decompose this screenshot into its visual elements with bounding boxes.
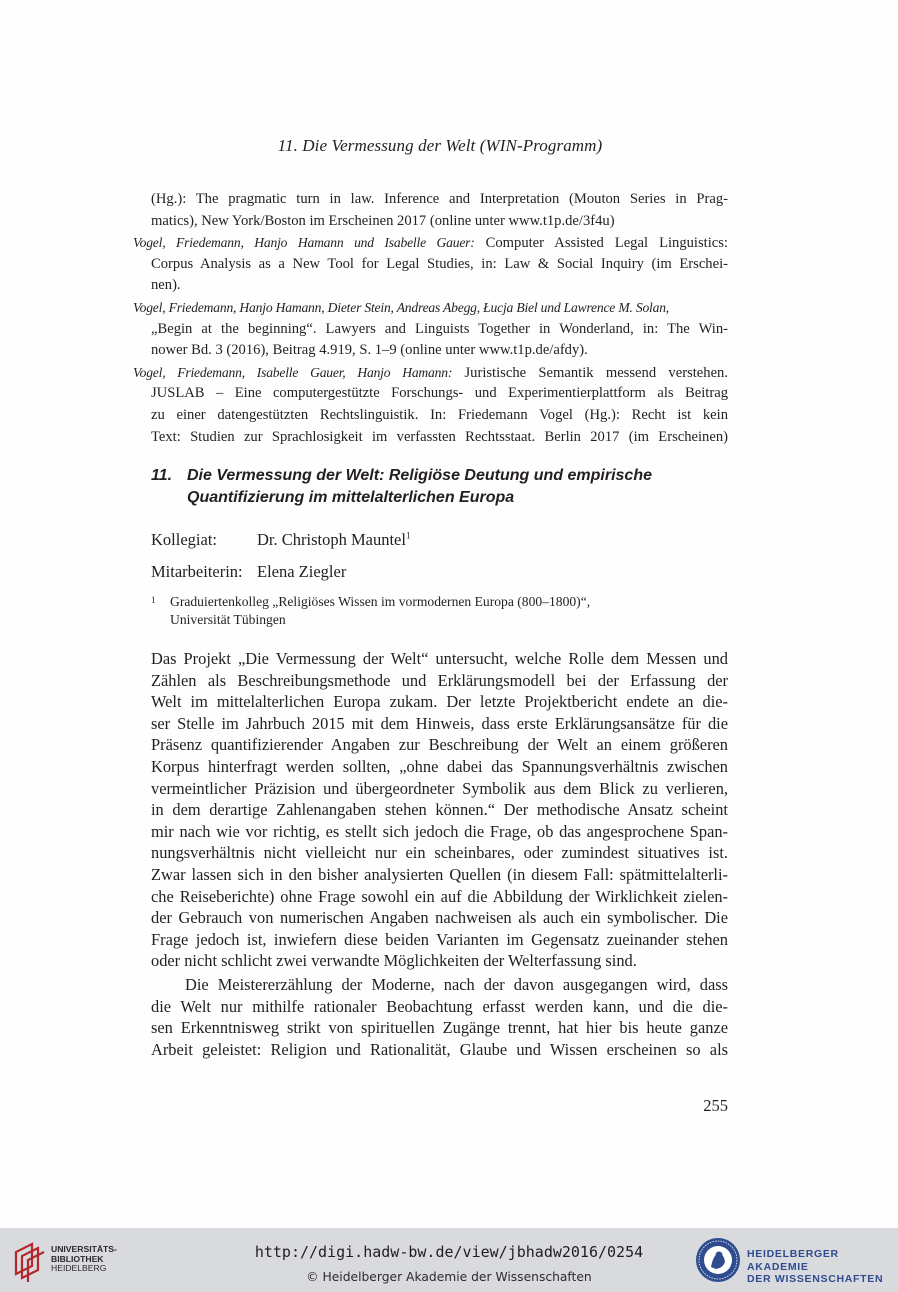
library-name-line: BIBLIOTHEK bbox=[51, 1253, 104, 1264]
reference-line: JUSLAB – Eine computergestützte Forschungs- und Experimentierplattform als Beitrag bbox=[151, 385, 728, 402]
reference-line: nower Bd. 3 (2016), Beitrag 4.919, S. 1–9 (online unter www.t1p.de/afdy). bbox=[151, 342, 588, 359]
body-line: vermeintlicher Präzision und übergeordneter Symbolik aus dem Blick zu verlieren, bbox=[151, 778, 728, 798]
academy-name[interactable] bbox=[747, 1248, 898, 1286]
permalink-url[interactable]: http://digi.hadw-bw.de/view/jbhadw2016/0254 bbox=[254, 1243, 644, 1261]
reference-text: Juristische Semantik messend verstehen. bbox=[452, 364, 728, 381]
reference-text: Computer Assisted Legal Linguistics: bbox=[474, 235, 728, 252]
body-line: Welt im mittelalterlichen Europa zukam. Der letzte Projektbericht endete an die- bbox=[151, 692, 728, 712]
library-name-line: UNIVERSITÄTS- bbox=[51, 1244, 117, 1254]
reference-authors: Vogel, Friedemann, Hanjo Hamann, Dieter Stein, Andreas Abegg, Łucja Biel und Lawrence M. Solan, bbox=[133, 299, 670, 315]
body-line: ser Stelle im Jahrbuch 2015 mit dem Hinweis, dass erste Erklärungsansätze für die bbox=[151, 713, 728, 733]
kollegiat-name: Dr. Christoph Mauntel bbox=[257, 530, 406, 549]
kollegiat-row bbox=[151, 530, 410, 550]
footnote-reference: 1 bbox=[405, 530, 411, 541]
section-title bbox=[187, 465, 727, 509]
reference-line bbox=[133, 233, 728, 255]
body-line: die Welt nur mithilfe rationaler Beobachtung erfasst werden kann, und die die- bbox=[151, 996, 728, 1016]
footnote-text bbox=[170, 593, 690, 629]
body-line: nungsverhältnis nicht vielleicht nur ein scheinbares, oder zumindest situatives ist. bbox=[151, 843, 728, 863]
reference-entry bbox=[133, 298, 728, 363]
body-line: Zählen als Beschreibungsmethode und Erklärungsmodell bei der Erfassung der bbox=[151, 670, 728, 690]
footer-bar bbox=[0, 1228, 898, 1292]
reference-entry bbox=[133, 233, 728, 298]
section-title-line: Die Vermessung der Welt: Religiöse Deutung und empirische bbox=[187, 467, 652, 484]
reference-line bbox=[133, 363, 728, 385]
academy-seal-icon[interactable] bbox=[694, 1236, 742, 1284]
footnote-line: Universität Tübingen bbox=[170, 612, 286, 627]
body-line: Die Meistererzählung der Moderne, nach der davon ausgegangen wird, dass bbox=[185, 974, 728, 994]
body-line: der Gebrauch von numerischen Angaben nachweisen als auch ein symbolischer. Die bbox=[151, 908, 728, 928]
paragraph bbox=[151, 974, 728, 1060]
body-line: mir nach wie vor richtig, es stellt sich jedoch die Frage, ob das angesprochene Span- bbox=[151, 821, 728, 841]
body-line: Das Projekt „Die Vermessung der Welt“ untersucht, welche Rolle dem Messen und bbox=[151, 649, 728, 668]
body-line: sen Erkenntnisweg strikt von spirituellen Zugänge trennt, hat hier bis heute ganze bbox=[151, 1018, 728, 1038]
mitarbeiterin-row bbox=[151, 562, 346, 582]
reference-entry bbox=[133, 363, 728, 449]
reference-line: matics), New York/Boston im Erscheinen 2017 (online unter www.t1p.de/3f4u) bbox=[151, 212, 615, 229]
page-number: 255 bbox=[703, 1096, 728, 1115]
reference-line: Text: Studien zur Sprachlosigkeit im verfassten Rechtsstaat. Berlin 2017 (im Erscheinen) bbox=[151, 428, 728, 445]
reference-line: (Hg.): The pragmatic turn in law. Inference and Interpretation (Mouton Series in Prag- bbox=[151, 191, 728, 207]
reference-entry bbox=[151, 190, 728, 233]
academy-name-line: HEIDELBERGER AKADEMIE bbox=[747, 1248, 839, 1273]
mitarbeiterin-name: Elena Ziegler bbox=[257, 562, 347, 581]
reference-line bbox=[133, 298, 728, 320]
body-line: Zwar lassen sich in den bisher analysierten Quellen (in diesem Fall: spätmittelalterli- bbox=[151, 864, 728, 884]
reference-list bbox=[133, 190, 728, 449]
body-line: Arbeit geleistet: Religion und Rationalität, Glaube und Wissen erscheinen so als bbox=[151, 1039, 728, 1059]
running-head: 11. Die Vermessung der Welt (WIN-Programm) bbox=[277, 136, 603, 155]
reference-authors: Vogel, Friedemann, Isabelle Gauer, Hanjo Hamann: bbox=[133, 364, 453, 380]
footnote-line: Graduiertenkolleg „Religiöses Wissen im vormodernen Europa (800–1800)“, bbox=[170, 594, 591, 609]
section-number: 11. bbox=[151, 467, 173, 484]
body-text bbox=[151, 648, 728, 1060]
kollegiat-label: Kollegiat: bbox=[151, 530, 217, 549]
mitarbeiterin-label: Mitarbeiterin: bbox=[151, 562, 243, 581]
body-line: che Reiseberichte) ohne Frage sowohl ein auf die Abbildung der Wirklichkeit zielen- bbox=[151, 886, 728, 906]
academy-name-line: DER WISSENSCHAFTEN bbox=[747, 1273, 884, 1285]
body-line: Präsenz quantifizierender Angaben zur Beschreibung der Welt an einem größeren bbox=[151, 735, 728, 755]
copyright-notice: © Heidelberger Akademie der Wissenschaften bbox=[306, 1270, 592, 1284]
reference-line: Corpus Analysis as a New Tool for Legal Studies, in: Law & Social Inquiry (im Erschei- bbox=[151, 255, 728, 272]
body-line: Korpus hinterfragt werden sollten, „ohne dabei das Spannungsverhältnis zwischen bbox=[151, 756, 728, 776]
body-line: in dem derartige Zahlenangaben stehen können.“ Der methodische Ansatz scheint bbox=[151, 800, 728, 820]
body-line: oder nicht schlicht zwei verwandte Möglichkeiten der Welterfassung sind. bbox=[151, 951, 637, 971]
section-title-line: Quantifizierung im mittelalterlichen Europa bbox=[187, 489, 515, 506]
reference-line: „Begin at the beginning“. Lawyers and Linguists Together in Wonderland, in: The Win- bbox=[151, 320, 728, 337]
paragraph bbox=[151, 648, 728, 972]
footnote-mark: 1 bbox=[151, 595, 156, 605]
body-line: Frage jedoch ist, inwiefern diese beiden Varianten im Gegensatz zueinander stehen bbox=[151, 929, 728, 949]
library-name-line: HEIDELBERG bbox=[51, 1263, 107, 1274]
reference-line: zu einer datengestützten Rechtslinguistik. In: Friedemann Vogel (Hg.): Recht ist kein bbox=[151, 406, 728, 423]
reference-authors: Vogel, Friedemann, Hanjo Hamann und Isabelle Gauer: bbox=[133, 235, 475, 251]
reference-line: nen). bbox=[151, 277, 181, 294]
